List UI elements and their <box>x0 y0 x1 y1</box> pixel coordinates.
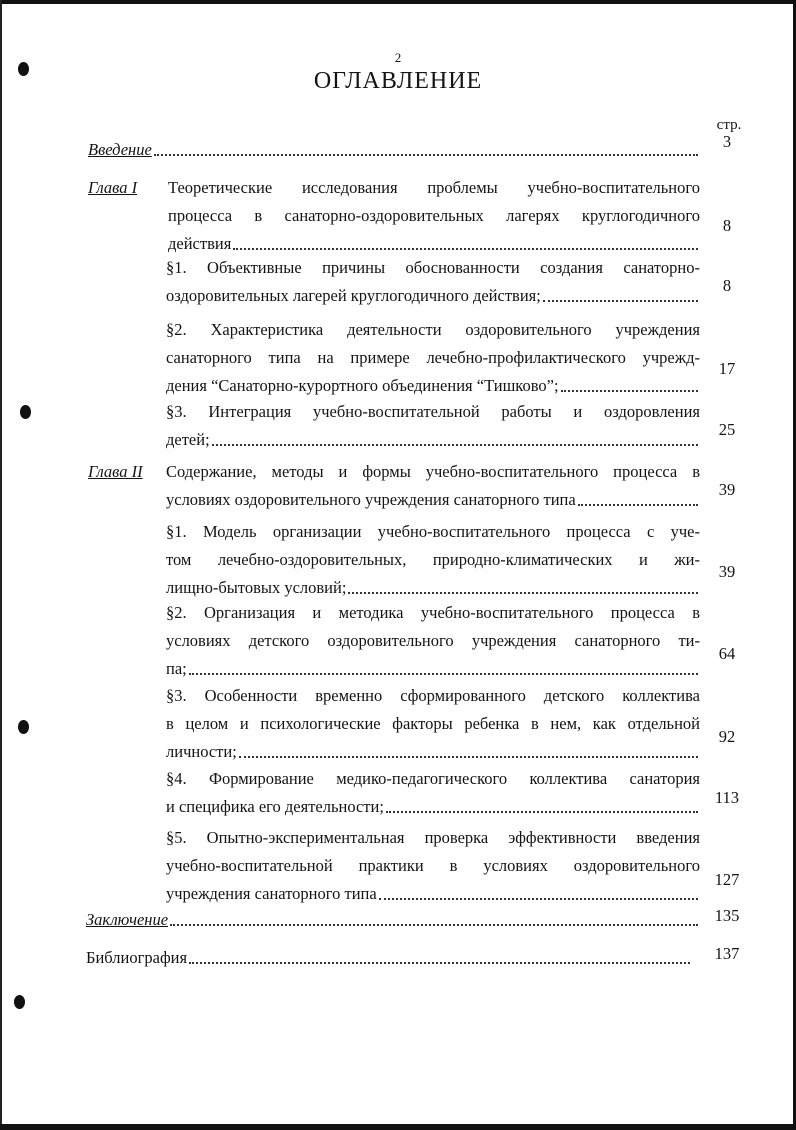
toc-text-line: §4. Формирование медико-педагогического коллектива санатория <box>166 769 700 788</box>
dot-leader <box>348 592 698 594</box>
toc-entry-conclusion[interactable] <box>86 906 700 934</box>
toc-text-line: лищно-бытовых условий; <box>166 578 347 597</box>
dot-leader <box>543 300 698 302</box>
scan-border-top <box>0 0 796 4</box>
dot-leader <box>212 444 698 446</box>
toc-text-line: процесса в санаторно-оздоровительных лагерях круглогодичного <box>168 206 700 225</box>
dot-leader <box>170 924 698 926</box>
dot-leader <box>189 962 690 964</box>
toc-text-line: па; <box>166 659 187 678</box>
toc-text-line: §3. Особенности временно сформированного детского коллектива <box>166 686 700 705</box>
scan-border-bottom <box>0 1124 796 1130</box>
toc-page-number: 39 <box>718 480 736 499</box>
toc-text-line: учебно-воспитательной практики в условиях оздоровительного <box>166 856 700 875</box>
dot-leader <box>154 154 698 156</box>
toc-page-number: 39 <box>718 562 736 581</box>
toc-page-number: 17 <box>718 359 736 378</box>
scan-border-left <box>0 0 2 1130</box>
toc-text-line: детей; <box>166 430 210 449</box>
toc-text-line: §3. Интеграция учебно-воспитательной работы и оздоровления <box>166 402 700 421</box>
toc-page-number: 113 <box>714 788 740 807</box>
page-number: 2 <box>394 50 402 65</box>
toc-page-number: 8 <box>722 276 732 295</box>
toc-entry-intro[interactable] <box>88 136 700 164</box>
toc-text-line: Теоретические исследования проблемы учебно-воспитательного <box>168 178 700 197</box>
dot-leader <box>239 756 698 758</box>
toc-text-line: в целом и психологические факторы ребенка в нем, как отдельной <box>166 714 700 733</box>
punch-hole-3 <box>18 720 29 734</box>
toc-text-line: условиях детского оздоровительного учреждения санаторного ти- <box>166 631 700 650</box>
toc-text-line: §2. Характеристика деятельности оздоровительного учреждения <box>166 320 700 339</box>
toc-text-line: §2. Организация и методика учебно-воспитательного процесса в <box>166 603 700 622</box>
page-column-label: стр. <box>716 117 742 133</box>
toc-text-line: §1. Объективные причины обоснованности создания санаторно- <box>166 258 700 277</box>
toc-text-line: дения “Санаторно-курортного объединения “Тишково”; <box>166 376 559 395</box>
punch-hole-2 <box>20 405 31 419</box>
toc-page-number: 3 <box>722 132 732 151</box>
toc-page-number: 127 <box>714 870 740 889</box>
toc-page-number: 135 <box>714 906 740 925</box>
toc-text-line: Содержание, методы и формы учебно-воспитательного процесса в <box>166 462 700 481</box>
toc-label: Введение <box>88 140 152 159</box>
toc-page-number: 64 <box>718 644 736 663</box>
toc-text-line: личности; <box>166 742 237 761</box>
toc-text-line: том лечебно-оздоровительных, природно-климатических и жи- <box>166 550 700 569</box>
dot-leader <box>386 811 698 813</box>
toc-page-number: 8 <box>722 216 732 235</box>
dot-leader <box>578 504 698 506</box>
toc-entry-bibliography[interactable] <box>86 944 692 972</box>
toc-text-line: оздоровительных лагерей круглогодичного действия; <box>166 286 541 305</box>
dot-leader <box>379 898 698 900</box>
toc-text-line: учреждения санаторного типа <box>166 884 377 903</box>
punch-hole-4 <box>14 995 25 1009</box>
toc-label: Глава II <box>88 462 143 481</box>
toc-label: Заключение <box>86 910 169 929</box>
toc-page-number: 137 <box>714 944 740 963</box>
page-title: ОГЛАВЛЕНИЕ <box>313 68 483 94</box>
toc-label: Библиография <box>86 948 188 967</box>
toc-text-line: и специфика его деятельности; <box>166 797 384 816</box>
toc-text-line: условиях оздоровительного учреждения санаторного типа <box>166 490 576 509</box>
toc-text-line: §5. Опытно-экспериментальная проверка эффективности введения <box>166 828 700 847</box>
toc-text-line: действия <box>168 234 232 253</box>
dot-leader <box>189 673 698 675</box>
toc-text-line: санаторного типа на примере лечебно-профилактического учрежд- <box>166 348 700 367</box>
dot-leader <box>561 390 698 392</box>
dot-leader <box>233 248 698 250</box>
toc-label: Глава I <box>88 178 138 197</box>
toc-text-line: §1. Модель организации учебно-воспитательного процесса с уче- <box>166 522 700 541</box>
toc-page-number: 92 <box>718 727 736 746</box>
toc-page-number: 25 <box>718 420 736 439</box>
